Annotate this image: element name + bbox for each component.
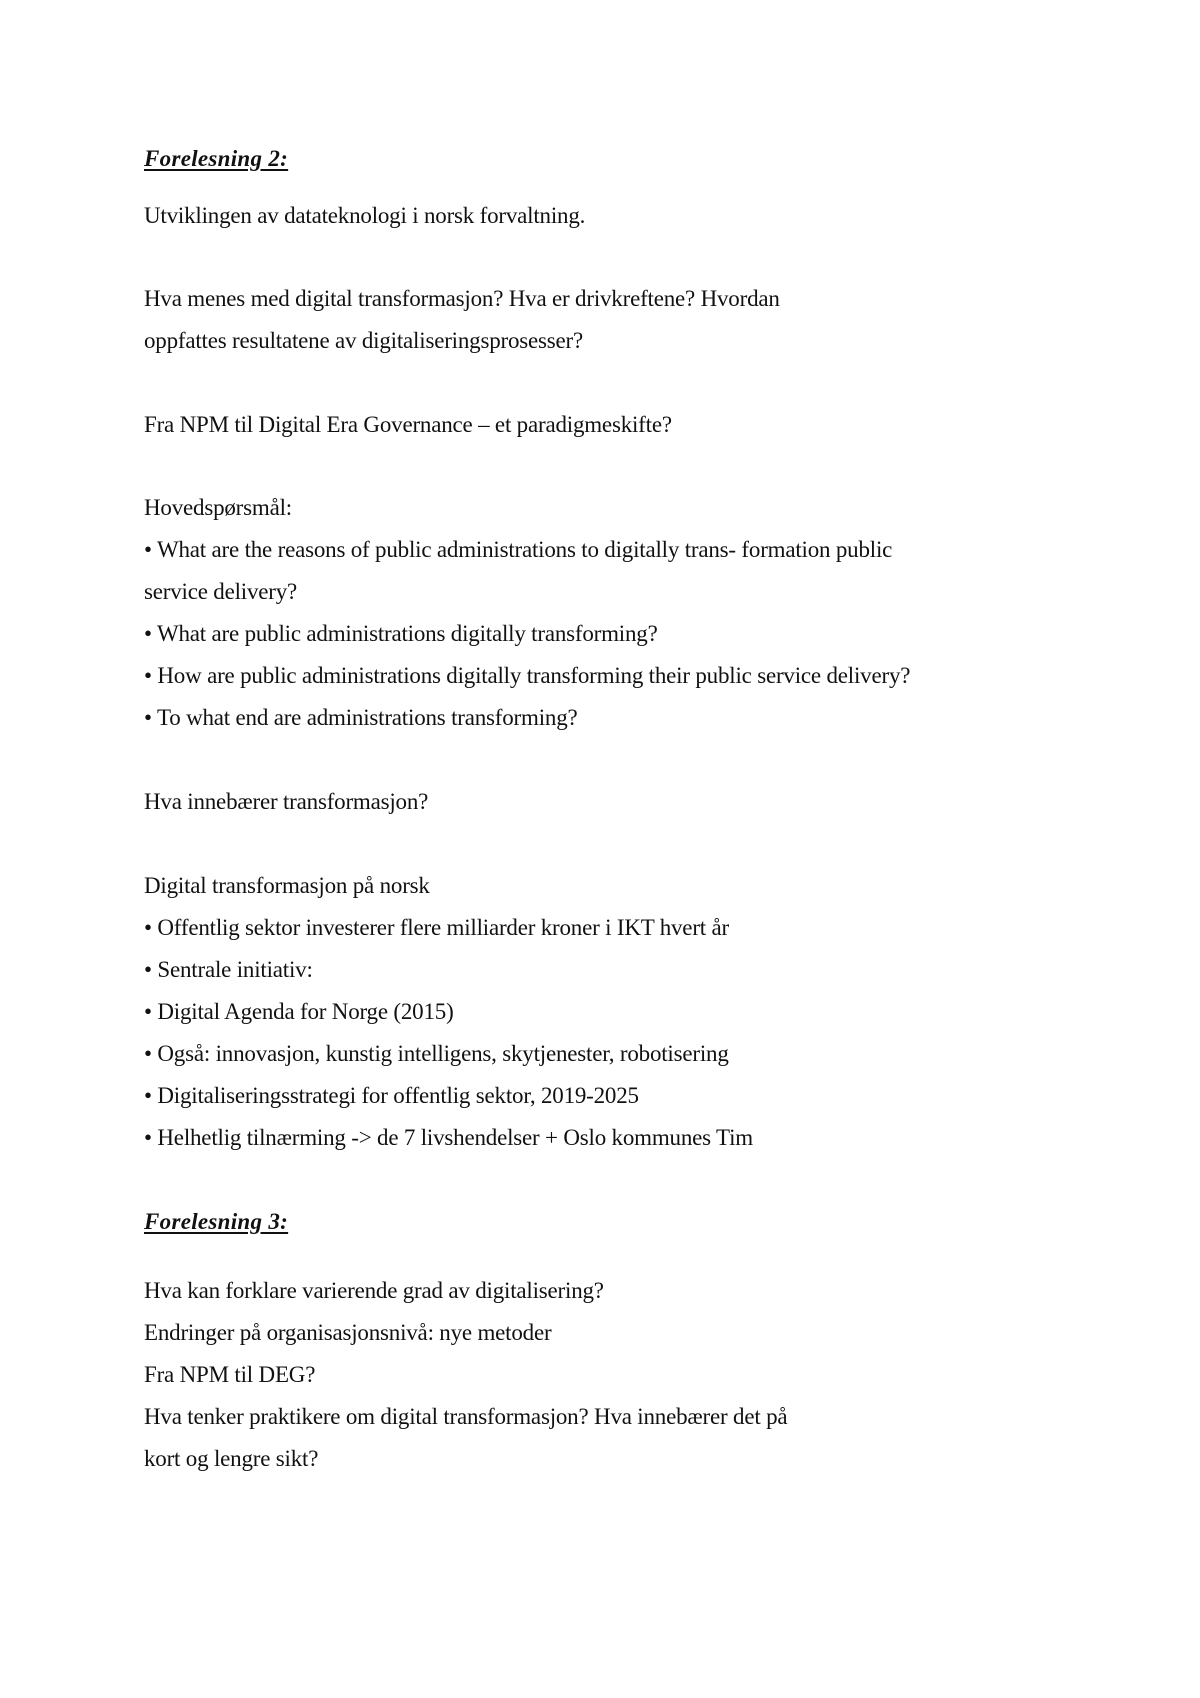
lecture-3-heading: Forelesning 3: xyxy=(144,1209,289,1234)
list-item: • Digitaliseringsstrategi for offentlig sektor, 2019-2025 xyxy=(144,1083,639,1108)
list-item: • What are public administrations digitally transforming? xyxy=(144,621,658,646)
list-item: • Offentlig sektor investerer flere milliarder kroner i IKT hvert år xyxy=(144,915,729,940)
list-item: • Sentrale initiativ: xyxy=(144,957,313,982)
list-item: • What are the reasons of public administrations to digitally trans- formation public xyxy=(144,537,893,562)
lecture-3-line: Hva kan forklare varierende grad av digitalisering? xyxy=(144,1278,604,1303)
lecture-2-heading: Forelesning 2: xyxy=(144,146,289,171)
transformation-question: Hva innebærer transformasjon? xyxy=(144,789,429,814)
lecture-2-paradigm: Fra NPM til Digital Era Governance – et paradigmeskifte? xyxy=(144,412,672,437)
lecture-3-line: Endringer på organisasjonsnivå: nye metoder xyxy=(144,1320,552,1345)
lecture-3-line: Fra NPM til DEG? xyxy=(144,1362,316,1387)
norway-section-label: Digital transformasjon på norsk xyxy=(144,873,430,898)
lecture-2-intro: Utviklingen av datateknologi i norsk forvaltning. xyxy=(144,203,586,228)
list-item: • Digital Agenda for Norge (2015) xyxy=(144,999,454,1024)
list-item-continuation: service delivery? xyxy=(144,579,298,604)
main-questions-label: Hovedspørsmål: xyxy=(144,495,292,520)
lecture-2-question-line-1: Hva menes med digital transformasjon? Hva er drivkreftene? Hvordan xyxy=(144,286,780,311)
lecture-3-line: kort og lengre sikt? xyxy=(144,1446,319,1471)
list-item: • To what end are administrations transforming? xyxy=(144,705,578,730)
list-item: • Også: innovasjon, kunstig intelligens, skytjenester, robotisering xyxy=(144,1041,729,1066)
lecture-2-question-line-2: oppfattes resultatene av digitaliseringsprosesser? xyxy=(144,328,583,353)
list-item: • Helhetlig tilnærming -> de 7 livshendelser + Oslo kommunes Tim xyxy=(144,1125,753,1150)
lecture-3-line: Hva tenker praktikere om digital transformasjon? Hva innebærer det på xyxy=(144,1404,788,1429)
list-item: • How are public administrations digitally transforming their public service delivery? xyxy=(144,663,911,688)
